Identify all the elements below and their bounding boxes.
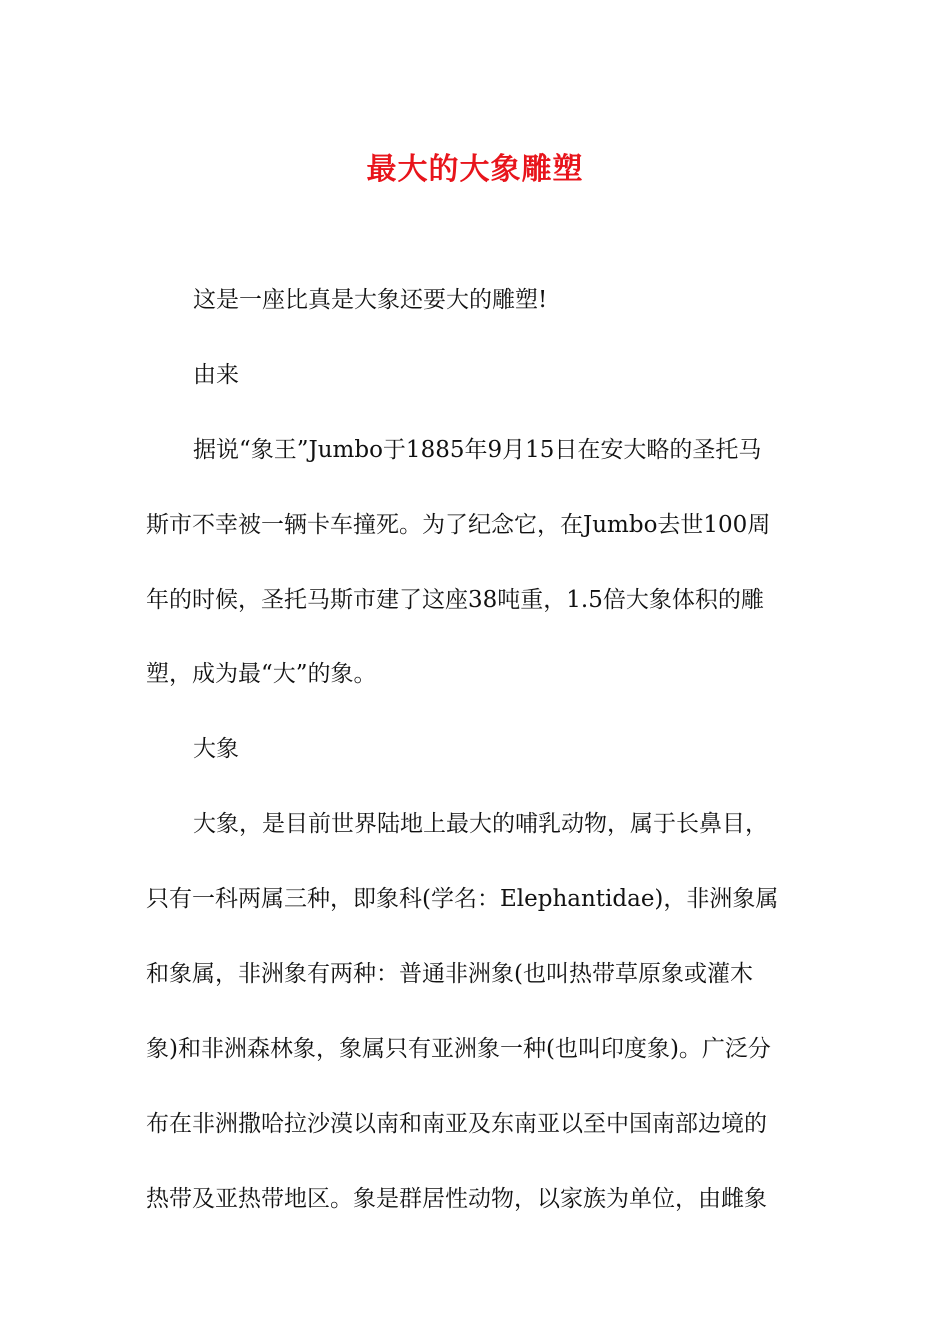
section-heading-origin bbox=[146, 357, 806, 394]
text-line: 大象，是目前世界陆地上最大的哺乳动物，属于长鼻目， bbox=[193, 811, 768, 838]
text-line: 由来 bbox=[193, 361, 239, 388]
document-title: 最大的大象雕塑 bbox=[366, 152, 584, 187]
text-line: 据说“象王”Jumbo于1885年9月15日在安大略的圣托马 bbox=[193, 436, 762, 463]
text-line: 和象属，非洲象有两种：普通非洲象(也叫热带草原象或灌木 bbox=[146, 961, 753, 988]
paragraph-origin bbox=[146, 432, 806, 694]
text-line: 大象 bbox=[193, 736, 239, 763]
text-line: 热带及亚热带地区。象是群居性动物，以家族为单位，由雌象 bbox=[146, 1185, 767, 1212]
paragraph-elephant bbox=[146, 806, 806, 1218]
text-line: 斯市不幸被一辆卡车撞死。为了纪念它，在Jumbo去世100周 bbox=[146, 511, 771, 538]
document-body bbox=[146, 282, 806, 1218]
text-line: 布在非洲撒哈拉沙漠以南和南亚及东南亚以至中国南部边境的 bbox=[146, 1110, 767, 1137]
text-line: 塑，成为最“大”的象。 bbox=[146, 661, 377, 688]
text-line: 只有一科两属三种，即象科(学名：Elephantidae)，非洲象属 bbox=[146, 886, 779, 913]
text-line: 年的时候，圣托马斯市建了这座38吨重，1.5倍大象体积的雕 bbox=[146, 586, 764, 613]
section-heading-elephant bbox=[146, 731, 806, 768]
paragraph-intro bbox=[146, 282, 806, 319]
text-line: 象)和非洲森林象，象属只有亚洲象一种(也叫印度象)。广泛分 bbox=[146, 1035, 771, 1062]
text-line: 这是一座比真是大象还要大的雕塑! bbox=[193, 287, 548, 313]
